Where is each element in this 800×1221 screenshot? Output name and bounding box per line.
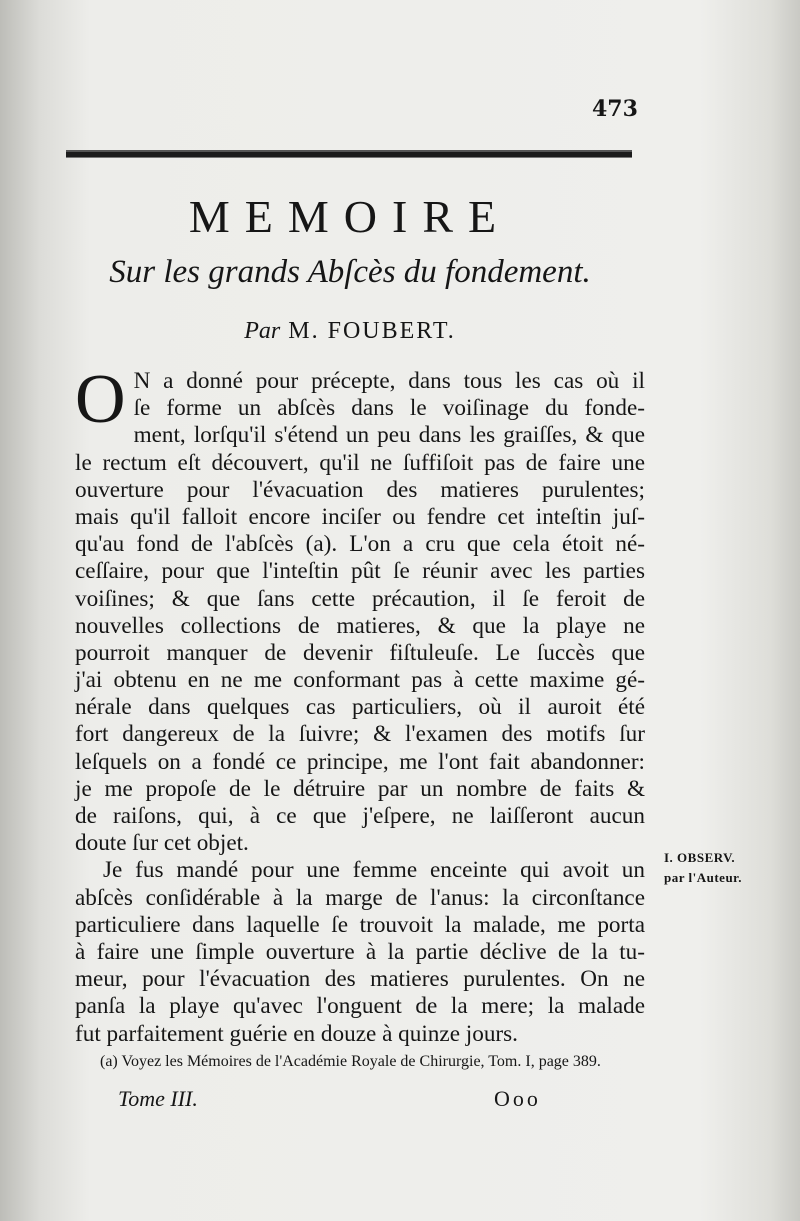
body-line: qu'au fond de l'abſcès (a). L'on a cru que cela étoit né- bbox=[75, 531, 645, 558]
body-line: le rectum eſt découvert, qu'il ne ſuffiſoit pas de faire une bbox=[75, 449, 645, 476]
body-line: leſquels on a fondé ce principe, me l'ont fait abandonner: bbox=[75, 748, 645, 775]
author-prefix: Par bbox=[244, 318, 281, 344]
body-line: fort dangereux de la ſuivre; & l'examen des motifs ſur bbox=[75, 721, 645, 748]
margin-note-line: par l'Auteur. bbox=[664, 870, 743, 885]
author-line bbox=[0, 318, 700, 345]
body-line: ment, lorſqu'il s'étend un peu dans les graiſſes, & que bbox=[133, 422, 645, 449]
body-line: N a donné pour précepte, dans tous les cas où il bbox=[133, 368, 645, 394]
body-line: meur, pour l'évacuation des matieres purulentes. On ne bbox=[75, 966, 645, 993]
memoir-subtitle: Sur les grands Abſcès du fondement. bbox=[109, 254, 591, 290]
body-line: doute ſur cet objet. bbox=[75, 830, 249, 857]
drop-cap: O bbox=[75, 361, 126, 438]
body-line: ſe forme un abſcès dans le voiſinage du fonde- bbox=[133, 395, 645, 422]
page-number: 473 bbox=[592, 96, 638, 122]
body-line: voiſines; & que ſans cette précaution, il ſe feroit de bbox=[75, 585, 645, 612]
footer-volume: Tome III. bbox=[118, 1086, 198, 1111]
body-line: panſa la playe qu'avec l'onguent de la mere; la malade bbox=[75, 993, 645, 1020]
footnote: (a) Voyez les Mémoires de l'Académie Royale de Chirurgie, Tom. I, page 389. bbox=[100, 1053, 601, 1070]
body-line: de raiſons, qui, à ce que j'eſpere, ne laiſſeront aucun bbox=[75, 803, 645, 829]
body-line: pourroit manquer de devenir fiſtuleuſe. Le ſuccès que bbox=[75, 639, 645, 666]
body-line: abſcès conſidérable à la marge de l'anus: la circonſtance bbox=[75, 884, 645, 911]
body-line: à faire une ſimple ouverture à la partie déclive de la tu- bbox=[75, 938, 645, 965]
memoir-title: MEMOIRE bbox=[188, 191, 512, 242]
footer-signature: Ooo bbox=[494, 1086, 541, 1111]
body-line: nouvelles collections de matieres, & que la playe ne bbox=[75, 612, 645, 639]
body-line: nérale dans quelques cas particuliers, où il auroit été bbox=[75, 694, 645, 721]
header-rule bbox=[66, 150, 632, 158]
body-line: Je fus mandé pour une femme enceinte qui avoit un bbox=[103, 857, 645, 884]
body-text bbox=[75, 361, 645, 1048]
body-line: ceſſaire, pour que l'inteſtin pût ſe réunir avec les parties bbox=[75, 558, 645, 585]
author-name: M. FOUBERT. bbox=[288, 318, 456, 344]
body-line: j'ai obtenu en ne me conformant pas à cette maxime gé- bbox=[75, 667, 645, 694]
margin-note-line: I. OBSERV. bbox=[664, 850, 736, 865]
body-line: je me propoſe de le détruire par un nombre de faits & bbox=[75, 775, 645, 802]
body-line: mais qu'il falloit encore inciſer ou fendre cet inteſtin juſ- bbox=[75, 503, 645, 530]
body-line: particuliere dans laquelle ſe trouvoit la malade, me porta bbox=[75, 911, 645, 938]
body-line: ouverture pour l'évacuation des matieres purulentes; bbox=[75, 476, 645, 503]
margin-note bbox=[664, 848, 742, 888]
body-line: fut parfaitement guérie en douze à quinze jours. bbox=[75, 1020, 518, 1047]
